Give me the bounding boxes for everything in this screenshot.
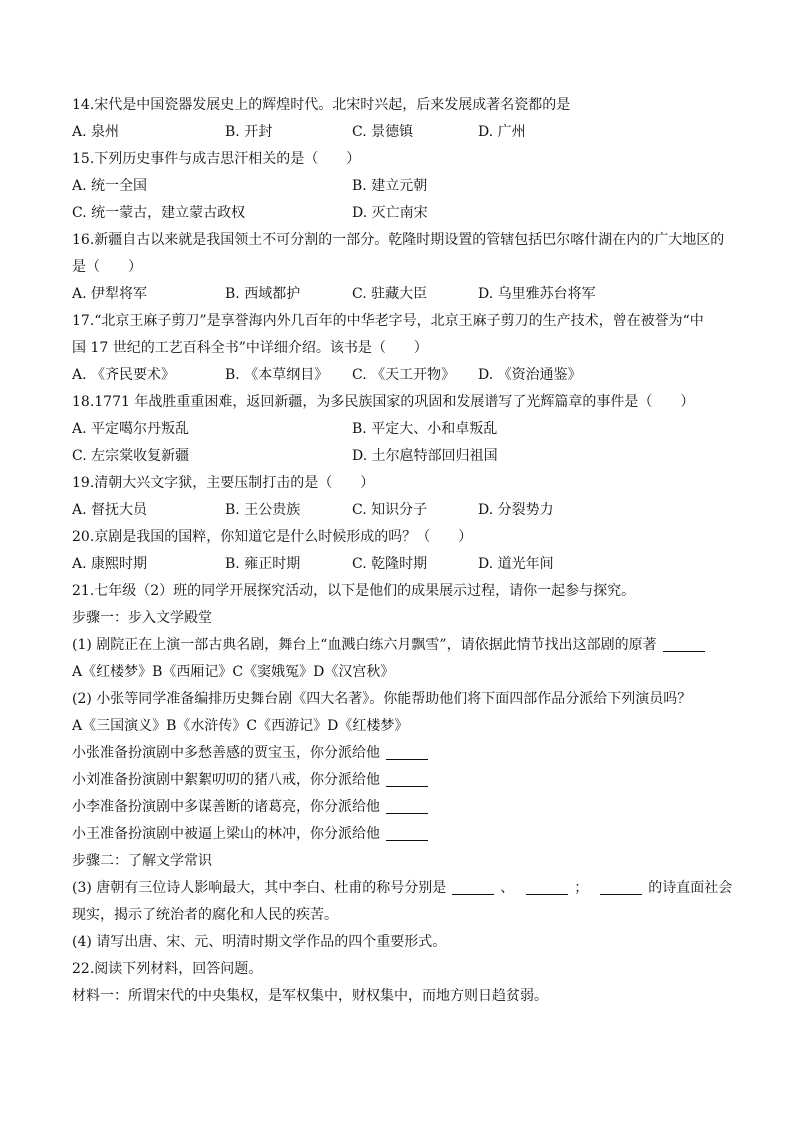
question-20-options <box>72 551 722 578</box>
question-17-stem-cont: 国 17 世纪的工艺百科全书”中详细介绍。该书是（ ） <box>72 340 428 356</box>
part-3-prompt <box>72 875 733 902</box>
option-c: C. 统一蒙古，建立蒙古政权 <box>72 205 246 221</box>
role-line <box>72 794 722 821</box>
option-c: C. 知识分子 <box>352 502 428 518</box>
part-2-prompt: (2) 小张等同学准备编排历史舞台剧《四大名著》。你能帮助他们将下面四部作品分派给下列演员吗？ <box>72 691 692 707</box>
option-d: D. 广州 <box>478 124 526 140</box>
role-text: 小王准备扮演剧中被逼上梁山的林冲，你分派给他 <box>72 826 380 842</box>
question-15-options-row2 <box>72 200 722 227</box>
option-a: A. 平定噶尔丹叛乱 <box>72 421 190 437</box>
question-15-stem: 15.下列历史事件与成吉思汗相关的是（ ） <box>72 151 361 167</box>
answer-blank[interactable] <box>663 637 705 652</box>
question-18-options-row1 <box>72 416 722 443</box>
option-a: A. 泉州 <box>72 124 120 140</box>
option-d: D. 《资治通鉴》 <box>478 367 582 383</box>
option-d: D. 分裂势力 <box>478 502 554 518</box>
option-c: C. 左宗棠收复新疆 <box>72 448 190 464</box>
answer-blank[interactable] <box>386 799 428 814</box>
answer-blank[interactable] <box>526 880 568 895</box>
material-1: 材料一：所谓宋代的中央集权，是军权集中，财权集中，而地方则日趋贫弱。 <box>72 988 548 1004</box>
role-text: 小张准备扮演剧中多愁善感的贾宝玉，你分派给他 <box>72 745 380 761</box>
option-b: B. 开封 <box>225 124 273 140</box>
role-line <box>72 740 722 767</box>
part-3-text-end: 的诗直面社会 <box>648 880 733 896</box>
answer-blank[interactable] <box>386 772 428 787</box>
answer-blank[interactable] <box>386 826 428 841</box>
part-3-prompt-cont: 现实，揭示了统治者的腐化和人民的疾苦。 <box>72 907 338 923</box>
question-14-options <box>72 119 722 146</box>
option-a: A. 康熙时期 <box>72 556 148 572</box>
part-1-prompt <box>72 632 722 659</box>
role-text: 小李准备扮演剧中多谋善断的诸葛亮，你分派给他 <box>72 799 380 815</box>
part-4-prompt: (4) 请写出唐、宋、元、明清时期文学作品的四个重要形式。 <box>72 934 447 950</box>
question-18-stem: 18.1771 年战胜重重困难，返回新疆，为多民族国家的巩固和发展谱写了光辉篇章的事件是（ ） <box>72 394 695 410</box>
option-b: B. 《本草纲目》 <box>225 367 329 383</box>
option-b: B. 雍正时期 <box>225 556 301 572</box>
option-c: C. 景德镇 <box>352 124 414 140</box>
question-17-options <box>72 362 722 389</box>
part-1-choices: A《红楼梦》B《西厢记》C《窦娥冤》D《汉宫秋》 <box>72 664 395 680</box>
question-14-stem: 14.宋代是中国瓷器发展史上的辉煌时代。北宋时兴起，后来发展成著名瓷都的是 <box>72 97 571 113</box>
question-19-stem: 19.清朝大兴文字狱，主要压制打击的是（ ） <box>72 475 375 491</box>
exam-page <box>72 92 733 1010</box>
question-15-options-row1 <box>72 173 722 200</box>
question-20-stem: 20.京剧是我国的国粹，你知道它是什么时候形成的吗？（ ） <box>72 529 473 545</box>
question-17-stem: 17.“北京王麻子剪刀”是享誉海内外几百年的中华老字号，北京王麻子剪刀的生产技术，曾在被誉为“中 <box>72 313 704 329</box>
option-b: B. 王公贵族 <box>225 502 301 518</box>
option-d: D. 灭亡南宋 <box>352 205 428 221</box>
part-2-choices: A《三国演义》B《水浒传》C《西游记》D《红楼梦》 <box>72 718 409 734</box>
option-a: A. 《齐民要术》 <box>72 367 176 383</box>
option-d: D. 乌里雅苏台将军 <box>478 286 596 302</box>
step-1-heading: 步骤一：步入文学殿堂 <box>72 610 212 626</box>
question-18-options-row2 <box>72 443 722 470</box>
answer-blank[interactable] <box>600 880 642 895</box>
question-21-stem: 21.七年级（2）班的同学开展探究活动，以下是他们的成果展示过程，请你一起参与探究。 <box>72 583 636 599</box>
option-b: B. 平定大、小和卓叛乱 <box>352 421 498 437</box>
option-c: C. 乾隆时期 <box>352 556 428 572</box>
answer-blank[interactable] <box>452 880 494 895</box>
option-d: D. 土尔扈特部回归祖国 <box>352 448 498 464</box>
option-c: C. 驻藏大臣 <box>352 286 428 302</box>
question-16-stem-cont: 是（ ） <box>72 259 142 275</box>
answer-blank[interactable] <box>386 745 428 760</box>
option-b: B. 建立元朝 <box>352 178 428 194</box>
question-19-options <box>72 497 722 524</box>
part-3-text: (3) 唐朝有三位诗人影响最大，其中李白、杜甫的称号分别是 <box>72 880 447 896</box>
separator: ； <box>574 880 589 896</box>
question-16-stem: 16.新疆自古以来就是我国领土不可分割的一部分。乾隆时期设置的管辖包括巴尔喀什湖在内的广大地区的 <box>72 232 725 248</box>
question-22-stem: 22.阅读下列材料，回答问题。 <box>72 961 263 977</box>
option-c: C. 《天工开物》 <box>352 367 456 383</box>
option-b: B. 西域都护 <box>225 286 301 302</box>
option-d: D. 道光年间 <box>478 556 554 572</box>
option-a: A. 伊犁将军 <box>72 286 148 302</box>
role-line <box>72 821 722 848</box>
question-16-options <box>72 281 722 308</box>
part-1-text: (1) 剧院正在上演一部古典名剧，舞台上“血溅白练六月飘雪”，请依据此情节找出这部剧的原著 <box>72 637 657 653</box>
option-a: A. 督抚大员 <box>72 502 148 518</box>
role-text: 小刘准备扮演剧中絮絮叨叨的猪八戒，你分派给他 <box>72 772 380 788</box>
separator: 、 <box>500 880 515 896</box>
step-2-heading: 步骤二：了解文学常识 <box>72 853 212 869</box>
role-line <box>72 767 722 794</box>
option-a: A. 统一全国 <box>72 178 148 194</box>
